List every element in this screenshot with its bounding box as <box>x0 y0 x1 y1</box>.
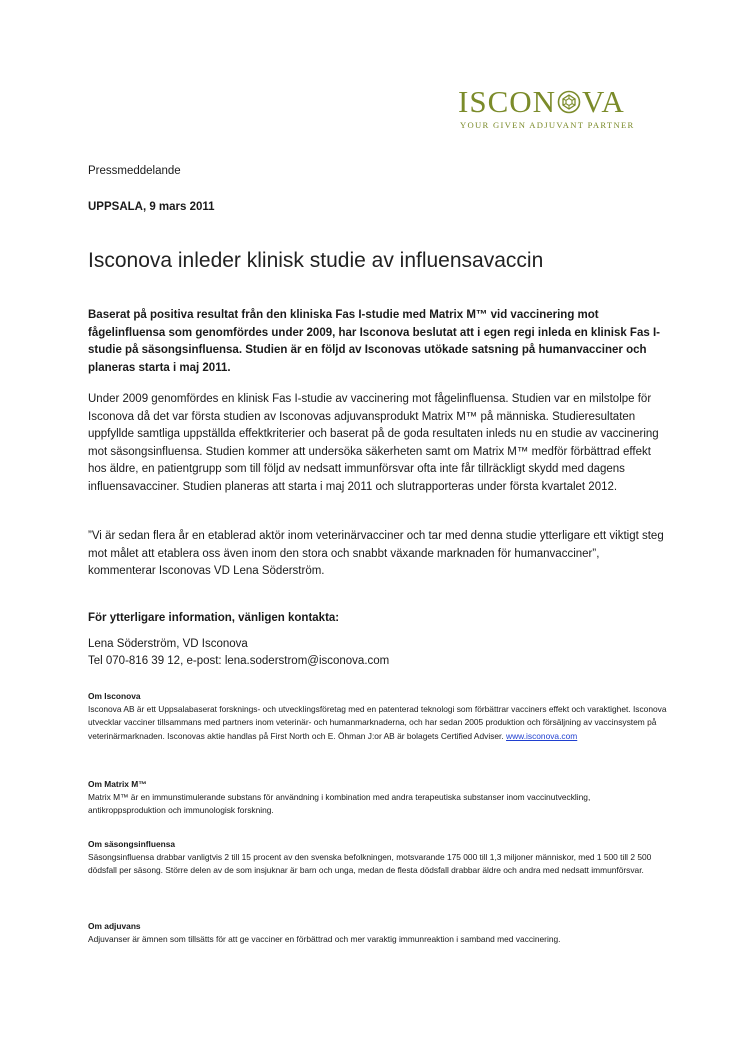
about-matrix-section <box>88 778 668 818</box>
about-seasonal-flu-heading: Om säsongsinfluensa <box>88 839 176 849</box>
about-matrix-text: Matrix M™ är en immunstimulerande substans för användning i kombination med andra terapeutiska substanser inom vaccinutveckling, antikroppsproduktion och immunologisk forskning. <box>88 792 591 816</box>
quote-paragraph: ”Vi är sedan flera år en etablerad aktör inom veterinärvacciner och tar med denna studie ytterligare ett viktigt steg mot målet att etablera oss även inom den stora och snabbt växande marknaden för humanvacciner”, kommenterar Isconovas VD Lena Söderström. <box>88 530 664 577</box>
dateline: UPPSALA, 9 mars 2011 <box>88 201 215 213</box>
headline: Isconova inleder klinisk studie av influensavaccin <box>88 249 544 272</box>
logo-tagline: YOUR GIVEN ADJUVANT PARTNER <box>460 120 635 130</box>
about-matrix-heading: Om Matrix M™ <box>88 779 147 789</box>
about-isconova-heading: Om Isconova <box>88 691 141 701</box>
about-seasonal-flu-section <box>88 838 668 878</box>
about-seasonal-flu-text: Säsongsinfluensa drabbar vanligtvis 2 till 15 procent av den svenska befolkningen, motsvarande 175 000 till 1,3 miljoner människor, med 1 500 till 2 500 dödsfall per säsong. Större delen av de som insjuknar är barn och unga, medan de flesta dödsfall drabbar äldre och andra med nedsatt immunförsvar. <box>88 852 652 876</box>
about-adjuvant-heading: Om adjuvans <box>88 921 141 931</box>
lead-paragraph: Baserat på positiva resultat från den kliniska Fas I-studie med Matrix M™ vid vaccinering mot fågelinfluensa som genomfördes under 2009, har Isconova beslutat att i egen regi inleda en klinisk Fas I-studie på säsongsinfluensa. Studien är en följd av Isconovas utökade satsning på humanvacciner och planeras starta i maj 2011. <box>88 309 660 374</box>
website-link[interactable]: www.isconova.com <box>506 730 578 741</box>
body-paragraph: Under 2009 genomfördes en klinisk Fas I-studie av vaccinering mot fågelinfluensa. Studien var en milstolpe för Isconova då det var första studien av Isconovas adjuvansprodukt Matrix M™ på människa. Studieresultaten uppfyllde samtliga uppställda effektkriterier och baserat på de goda resultaten inleds nu en studie av vaccinering mot säsongsinfluensa. Studien kommer att undersöka säkerheten samt om Matrix M™ medför förbättrad effekt hos äldre, en patientgrupp som till följd av nedsatt immunförsvar ofta inte får tillräckligt skydd med dagens influensavacciner. Studien planeras att starta i maj 2011 och slutrapporteras under första kvartalet 2012. <box>88 393 659 493</box>
about-isconova-text: Isconova AB är ett Uppsalabaserat forsknings- och utvecklingsföretag med en patenterad teknologi som förbättrar vacciners effekt och varaktighet. Isconova utvecklar vacciner tillsammans med partners inom veterinär- och humanmarknaderna, och har sedan 2005 produktion och försäljning av vaccinsystem på veterinärmarknaden. Isconovas aktie handlas på First North och E. Öhman J:or AB är bolagets Certified Adviser. <box>88 704 667 741</box>
about-adjuvant-text: Adjuvanser är ämnen som tillsätts för att ge vacciner en förbättrad och mer varaktig immunreaktion i samband med vaccinering. <box>88 934 561 945</box>
contact-details: Tel 070-816 39 12, e-post: lena.soderstrom@isconova.com <box>88 655 390 667</box>
about-isconova-section <box>88 690 668 743</box>
isconova-logo <box>458 86 658 134</box>
about-adjuvant-section <box>88 920 668 946</box>
document-type-label: Pressmeddelande <box>88 165 181 177</box>
logo-emblem-icon <box>557 90 581 114</box>
contact-heading: För ytterligare information, vänligen kontakta: <box>88 612 340 624</box>
contact-name: Lena Söderström, VD Isconova <box>88 638 248 650</box>
logo-wordmark: ISCON VA <box>458 84 625 119</box>
